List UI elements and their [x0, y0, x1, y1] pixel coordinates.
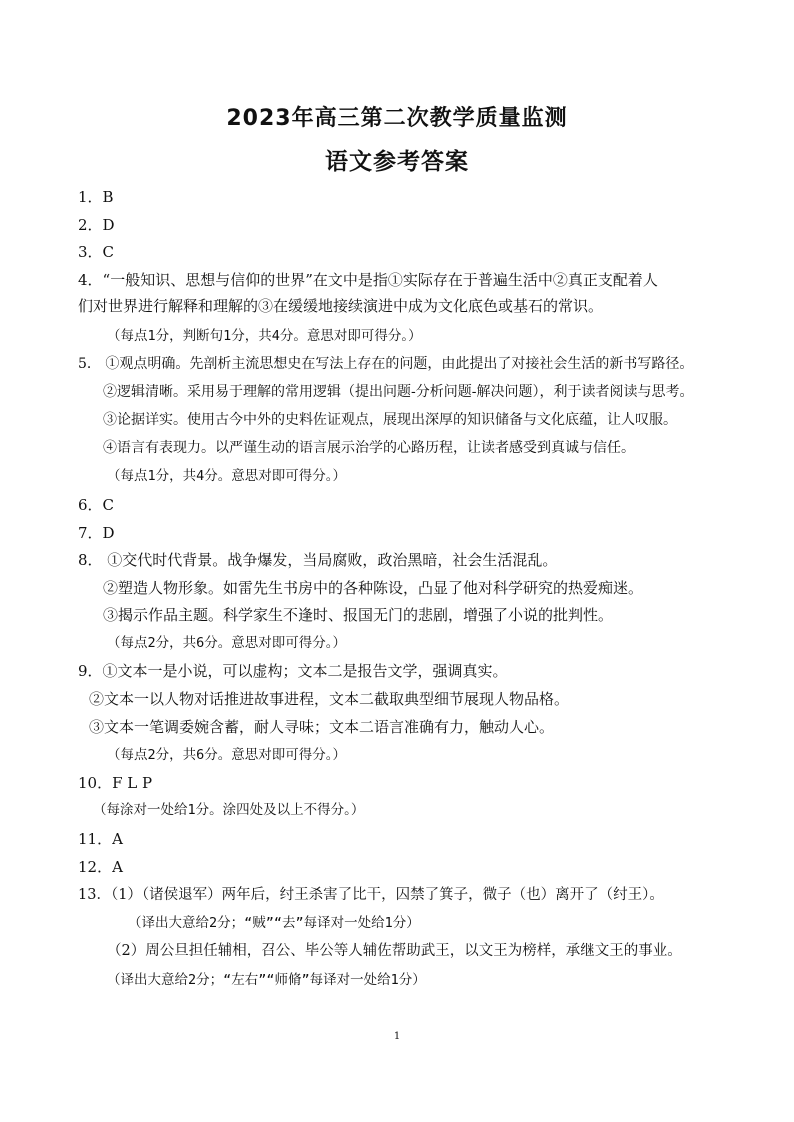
answer-line-9-point-3: ③文本一笔调委婉含蓄，耐人寻味；文本二语言准确有力，触动人心。 — [89, 718, 555, 736]
answer-line-5-point-4: ④语言有表现力。以严谨生动的语言展示治学的心路历程，让读者感受到真诚与信任。 — [103, 440, 635, 456]
answer-line-5-point-2: ②逻辑清晰。采用易于理解的常用逻辑（提出问题-分析问题-解决问题），利于读者阅读与思考。 — [103, 384, 694, 400]
answer-line-12: 12．A — [78, 858, 123, 876]
answer-line-11: 11．A — [78, 830, 123, 848]
page-subtitle: 语文参考答案 — [325, 149, 469, 175]
scoring-note-9: （每点2分，共6分。意思对即可得分。） — [107, 747, 347, 763]
answer-line-4-cont: 们对世界进行解释和理解的③在缓缓地接续演进中成为文化底色或基石的常识。 — [78, 297, 604, 315]
answer-line-8-point-3: ③揭示作品主题。科学家生不逢时、报国无门的悲剧，增强了小说的批判性。 — [103, 606, 614, 624]
answer-line-8-point-2: ②塑造人物形象。如雷先生书房中的各种陈设，凸显了他对科学研究的热爱痴迷。 — [103, 579, 644, 597]
answer-line-5-point-3: ③论据详实。使用古今中外的史料佐证观点，展现出深厚的知识储备与文化底蕴，让人叹服。 — [103, 412, 677, 428]
scoring-note-13-part-1: （译出大意给2分；“贼”“去”每译对一处给1分） — [128, 915, 420, 931]
page-title: 2023年高三第二次教学质量监测 — [226, 106, 568, 131]
answer-line-1: 1．B — [78, 188, 114, 206]
scoring-note-5: （每点1分，共4分。意思对即可得分。） — [107, 468, 347, 484]
scoring-note-13-part-2: （译出大意给2分；“左右”“师脩”每译对一处给1分） — [107, 972, 426, 988]
answer-line-6: 6．C — [78, 496, 115, 514]
answer-line-8: 8． ①交代时代背景。战争爆发，当局腐败，政治黑暗，社会生活混乱。 — [78, 551, 558, 569]
scoring-note-10: （每涂对一处给1分。涂四处及以上不得分。） — [93, 802, 365, 818]
answer-line-9: 9．①文本一是小说，可以虚构；文本二是报告文学，强调真实。 — [78, 662, 508, 680]
answer-line-4: 4．“一般知识、思想与信仰的世界”在文中是指①实际存在于普遍生活中②真正支配着人 — [78, 271, 658, 289]
answer-line-10: 10．F L P — [78, 774, 153, 792]
scoring-note-8: （每点2分，共6分。意思对即可得分。） — [107, 635, 347, 651]
answer-line-3: 3．C — [78, 243, 115, 261]
answer-line-13-part-2: （2）周公旦担任辅相，召公、毕公等人辅佐帮助武王，以文王为榜样，承继文王的事业。 — [107, 943, 682, 959]
answer-line-7: 7．D — [78, 524, 115, 542]
page-number: 1 — [393, 1031, 401, 1042]
answer-line-9-point-2: ②文本一以人物对话推进故事进程，文本二截取典型细节展现人物品格。 — [89, 690, 570, 708]
scoring-note-4: （每点1分，判断句1分，共4分。意思对即可得分。） — [107, 328, 422, 344]
answer-line-5: 5． ①观点明确。先剖析主流思想史在写法上存在的问题，由此提出了对接社会生活的新书写路径。 — [78, 356, 694, 372]
answer-line-2: 2．D — [78, 216, 115, 234]
answer-line-13-part-1: 13．（1）（诸侯退军）两年后，纣王杀害了比干，囚禁了箕子，微子（也）离开了（纣王）。 — [78, 887, 664, 903]
